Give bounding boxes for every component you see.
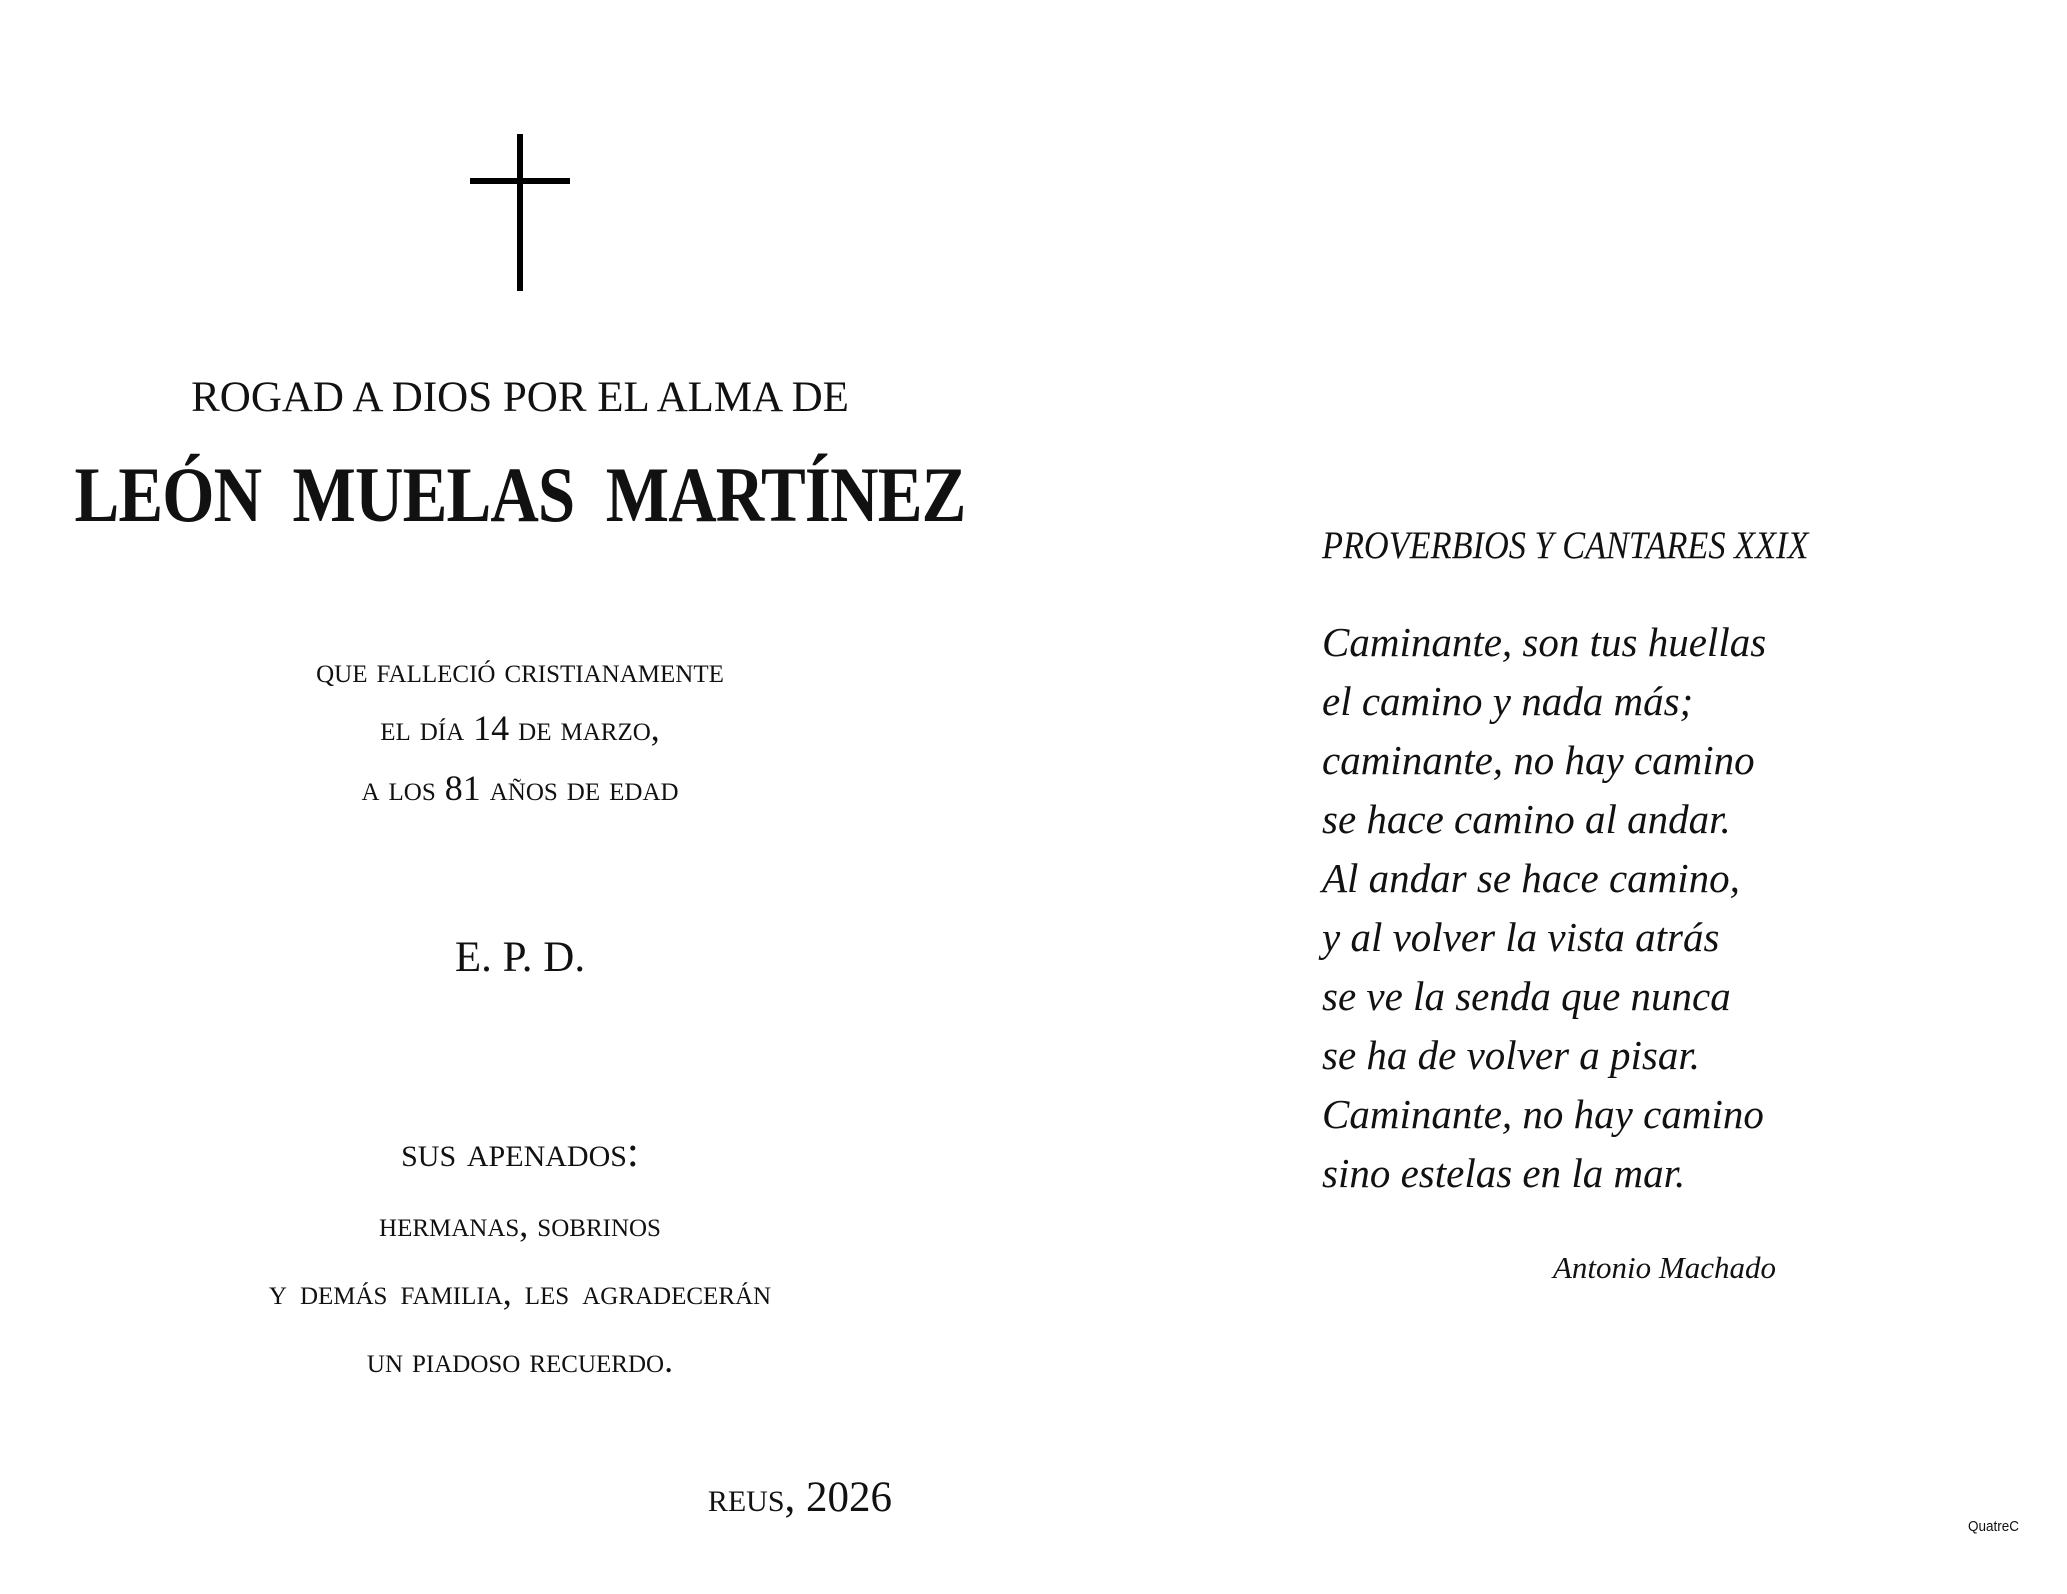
poem-line: el camino y nada más;: [1322, 678, 1694, 724]
poem-line: se ha de volver a pisar.: [1322, 1032, 1701, 1078]
poem-line: Al andar se hace camino,: [1322, 855, 1740, 901]
epd-text: E. P. D.: [454, 934, 586, 981]
poem-line: sino estelas en la mar.: [1322, 1150, 1686, 1196]
death-line-2: el día 14 de marzo,: [380, 708, 660, 748]
poem-title: PROVERBIOS Y CANTARES XXIX: [1322, 524, 1809, 567]
poem-line: Caminante, no hay camino: [1322, 1091, 1764, 1137]
poem-line: se hace camino al andar.: [1322, 796, 1731, 842]
family-line-2: y demás familia, les agradecerán: [268, 1272, 772, 1312]
poem-author: Antonio Machado: [1553, 1250, 1776, 1285]
poem-line: se ve la senda que nunca: [1322, 973, 1731, 1019]
death-line-3: a los 81 años de edad: [361, 768, 679, 808]
death-line-1: que falleció cristianamente: [316, 650, 724, 690]
family-line-3: un piadoso recuerdo.: [366, 1340, 674, 1380]
place-and-year: reus, 2026: [707, 1474, 892, 1521]
poem-line: y al volver la vista atrás: [1322, 914, 1720, 960]
deceased-name: LEÓN MUELAS MARTÍNEZ: [74, 451, 966, 538]
poem-line: caminante, no hay camino: [1322, 737, 1755, 783]
prayer-heading: ROGAD A DIOS POR EL ALMA DE: [191, 374, 849, 421]
poem-line: Caminante, son tus huellas: [1322, 619, 1767, 665]
poem-body: [1322, 613, 1766, 1203]
latin-cross-icon: [470, 134, 570, 291]
family-line-1: hermanas, sobrinos: [379, 1204, 661, 1244]
mourners-heading: sus apenados:: [401, 1129, 639, 1176]
printer-mark: QuatreC: [1968, 1518, 2020, 1535]
